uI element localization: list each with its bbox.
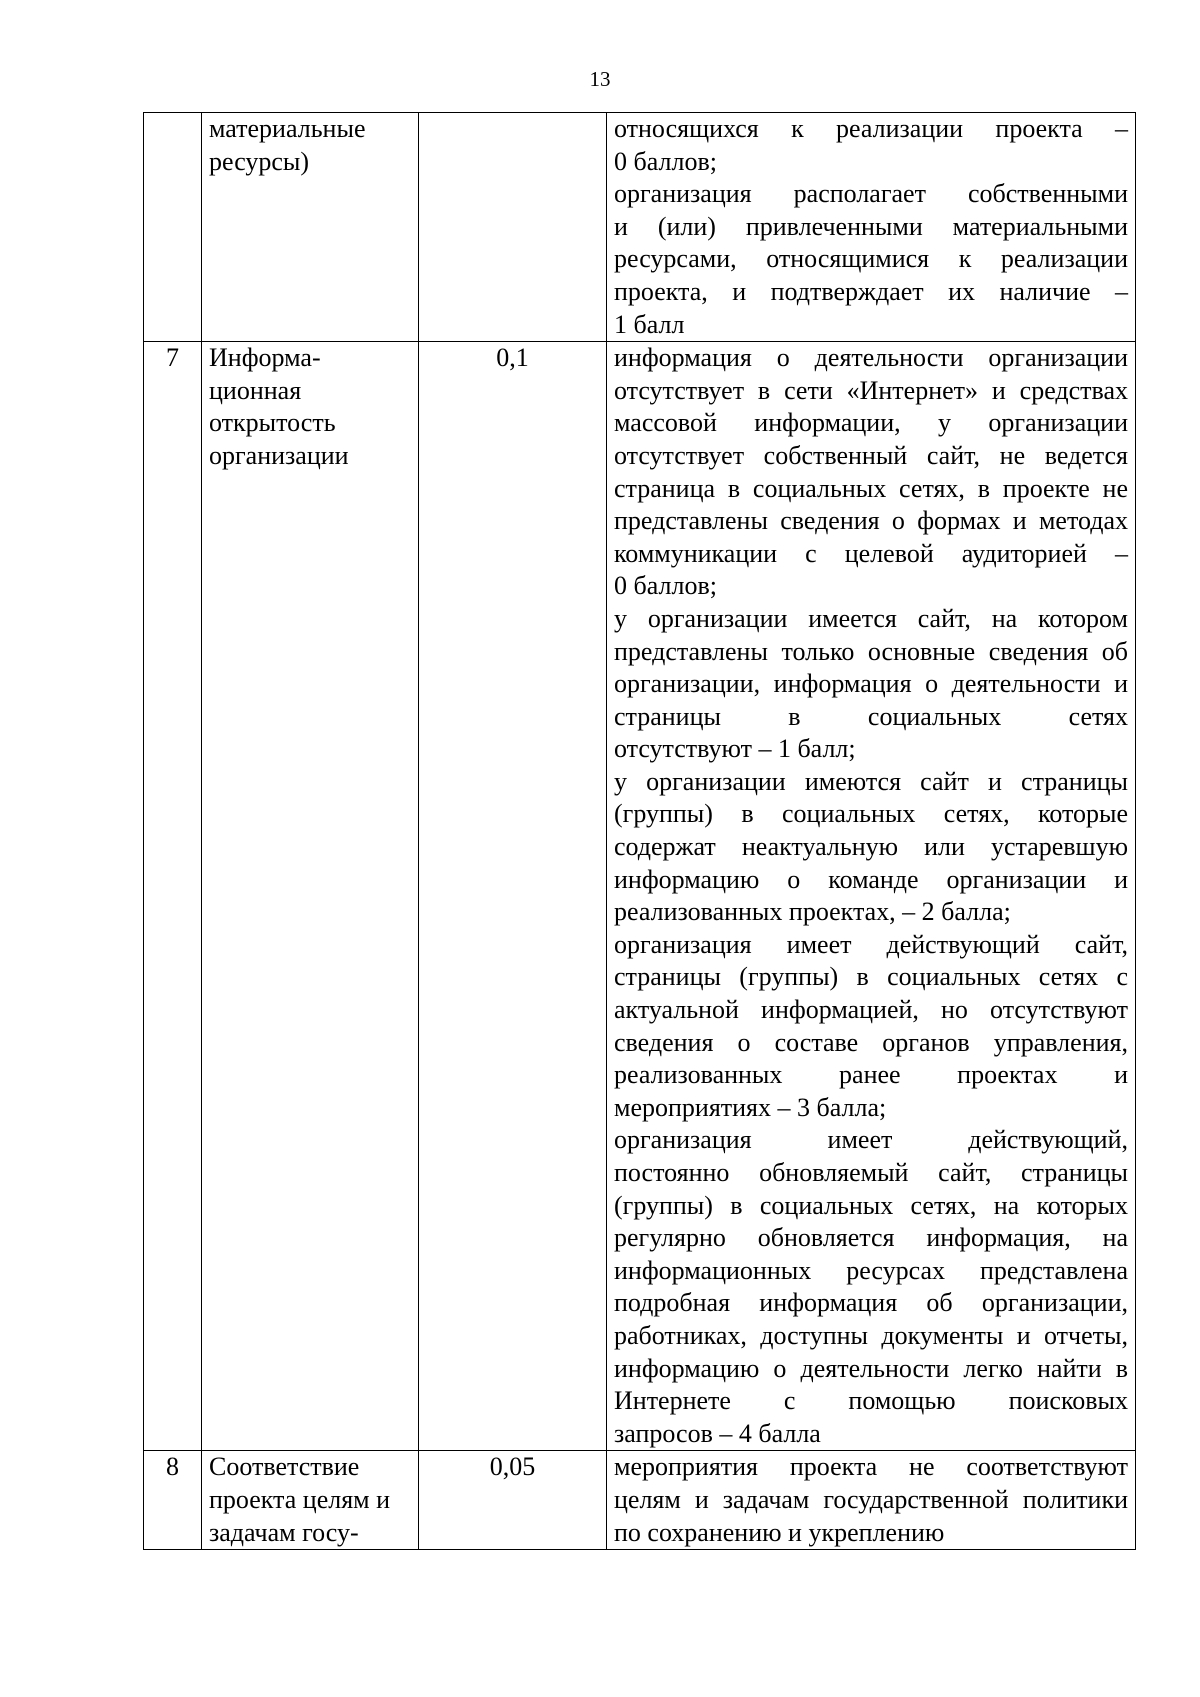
criterion-number-cell: 7	[144, 342, 202, 1451]
criterion-name-line: ресурсы)	[209, 146, 310, 176]
scoring-text-line: и (или) привлеченными материальными	[614, 211, 1128, 241]
scoring-text-line: представлены только основные сведения об	[614, 636, 1128, 666]
scoring-text-line: организация имеет действующий,	[614, 1125, 1128, 1155]
criterion-scoring-cell	[607, 113, 1136, 342]
scoring-text-line: (группы) в социальных сетях, которые	[614, 799, 1128, 829]
scoring-text-line: Интернете с помощью поисковых	[614, 1386, 1128, 1416]
table-row	[144, 342, 1136, 1451]
scoring-text-line: работниках, доступны документы и отчеты,	[614, 1320, 1128, 1350]
table-row	[144, 1451, 1136, 1550]
scoring-text-line: информацию о деятельности легко найти в	[614, 1353, 1128, 1383]
criterion-scoring-cell	[607, 1451, 1136, 1550]
scoring-text-line: организация располагает собственными	[614, 179, 1128, 209]
scoring-text-line: информацию о команде организации и	[614, 864, 1128, 894]
criterion-name-cell	[202, 113, 419, 342]
criterion-name-line: проекта целям и	[209, 1484, 391, 1514]
criterion-name-line: материальные	[209, 114, 366, 143]
criterion-name-line: задачам госу-	[209, 1517, 359, 1547]
scoring-text-line: сведения о составе органов управления,	[614, 1027, 1128, 1057]
scoring-text-line: относящихся к реализации проекта –	[614, 114, 1128, 143]
scoring-text-line: 0 баллов;	[614, 146, 717, 176]
criterion-scoring-cell	[607, 342, 1136, 1451]
scoring-text-line: мероприятия проекта не соответствуют	[614, 1452, 1128, 1482]
scoring-text-line: у организации имеется сайт, на котором	[614, 603, 1128, 633]
scoring-text-line: реализованных проектах, – 2 балла;	[614, 897, 1011, 927]
scoring-text-line: 0 баллов;	[614, 571, 717, 601]
scoring-text-line: 1 балл	[614, 309, 685, 339]
criterion-name-line: открытость	[209, 408, 336, 438]
criterion-name-line: Соответствие	[209, 1452, 360, 1482]
scoring-text-line: организация имеет действующий сайт,	[614, 929, 1128, 959]
scoring-text-line: запросов – 4 балла	[614, 1418, 821, 1448]
scoring-text-line: ресурсами, относящимися к реализации	[614, 244, 1128, 274]
scoring-text-line: информационных ресурсах представлена	[614, 1255, 1128, 1285]
scoring-text-line: отсутствует собственный сайт, не ведется	[614, 440, 1128, 470]
scoring-text-line: отсутствуют – 1 балл;	[614, 734, 856, 764]
scoring-text-line: страницы (группы) в социальных сетях с	[614, 962, 1128, 992]
scoring-text-line: страница в социальных сетях, в проекте не	[614, 473, 1128, 503]
scoring-text-line: содержат неактуальную или устаревшую	[614, 832, 1128, 862]
criterion-name-line: Информа-	[209, 343, 321, 373]
scoring-text-line: отсутствует в сети «Интернет» и средствах	[614, 375, 1128, 405]
scoring-text-line: по сохранению и укреплению	[614, 1517, 945, 1547]
criterion-weight-cell: 0,05	[419, 1451, 607, 1550]
scoring-text-line: проекта, и подтверждает их наличие –	[614, 276, 1128, 306]
scoring-text-line: (группы) в социальных сетях, на которых	[614, 1190, 1128, 1220]
page-number: 13	[589, 67, 611, 91]
scoring-text-line: массовой информации, у организации	[614, 408, 1128, 438]
scoring-text-line: мероприятиях – 3 балла;	[614, 1092, 887, 1122]
criterion-name-line: организации	[209, 440, 349, 470]
scoring-text-line: организации, информация о деятельности и	[614, 669, 1128, 699]
criterion-name-cell	[202, 342, 419, 1451]
scoring-text-line: у организации имеются сайт и страницы	[614, 766, 1128, 796]
scoring-text-line: информация о деятельности организации	[614, 343, 1128, 373]
scoring-text-line: постоянно обновляемый сайт, страницы	[614, 1158, 1128, 1187]
scoring-text-line: подробная информация об организации,	[614, 1288, 1128, 1318]
criterion-name-cell	[202, 1451, 419, 1550]
scoring-text-line: реализованных ранее проектах и	[614, 1060, 1128, 1090]
scoring-text-line: регулярно обновляется информация, на	[614, 1223, 1128, 1253]
criterion-weight-cell: 0,1	[419, 342, 607, 1451]
criteria-table-body	[144, 113, 1136, 1550]
scoring-text-line: целям и задачам государственной политики	[614, 1484, 1128, 1514]
criterion-name-line: ционная	[209, 375, 302, 405]
scoring-text-line: представлены сведения о формах и методах	[614, 506, 1128, 536]
scoring-text-line: коммуникации с целевой аудиторией –	[614, 538, 1128, 568]
criteria-table	[143, 112, 1136, 1550]
criterion-number-cell	[144, 113, 202, 342]
criterion-weight-cell	[419, 113, 607, 342]
table-row	[144, 113, 1136, 342]
scoring-text-line: актуальной информацией, но отсутствуют	[614, 995, 1128, 1025]
scoring-text-line: страницы в социальных сетях	[614, 701, 1128, 731]
criterion-number-cell: 8	[144, 1451, 202, 1550]
